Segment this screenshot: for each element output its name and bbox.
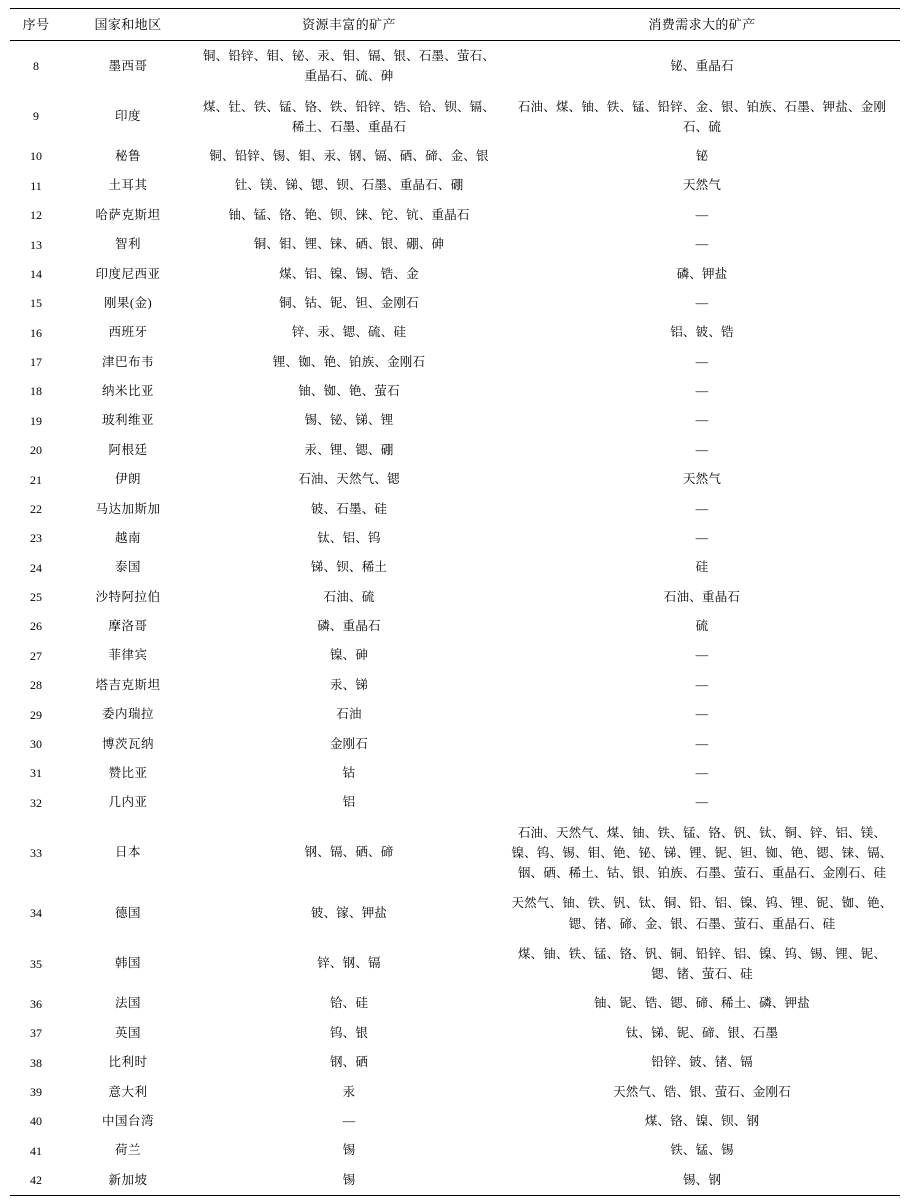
cell-index: 35	[30, 956, 42, 971]
column-header-country: 国家和地区	[62, 9, 194, 41]
cell-demanded-minerals: 天然气、锆、银、萤石、金刚石	[613, 1084, 791, 1099]
cell-country: 津巴布韦	[101, 354, 154, 369]
table-row	[10, 142, 900, 171]
cell-index: 28	[30, 678, 42, 693]
cell-demanded-minerals: —	[695, 795, 709, 810]
cell-demanded-minerals: 煤、铬、镍、钡、钢	[644, 1113, 760, 1128]
cell-index: 20	[30, 443, 42, 458]
cell-demanded-minerals: —	[695, 442, 709, 457]
cell-demanded-minerals: 天然气、铀、铁、钒、钛、铜、铅、铝、镍、钨、锂、铌、铷、铯、锶、锗、碲、金、银、石墨、萤石、重晶石、硅	[511, 896, 893, 931]
cell-country: 中国台湾	[101, 1113, 154, 1128]
cell-demanded-minerals: 铀、铌、锆、锶、碲、稀土、磷、钾盐	[594, 996, 810, 1011]
cell-rich-minerals: 铜、钼、锂、铼、硒、银、硼、砷	[253, 237, 445, 252]
table-row	[10, 818, 900, 889]
cell-index: 11	[30, 178, 42, 193]
cell-rich-minerals: 石油	[336, 707, 362, 722]
cell-rich-minerals: 钢、镉、硒、碲	[304, 845, 394, 860]
cell-rich-minerals: 钍、镁、锑、锶、钡、石墨、重晶石、硼	[234, 178, 464, 193]
cell-rich-minerals: 石油、天然气、锶	[298, 472, 400, 487]
cell-country: 马达加斯加	[95, 501, 161, 516]
cell-index: 38	[30, 1055, 42, 1070]
table-row	[10, 465, 900, 494]
cell-demanded-minerals: —	[695, 207, 709, 222]
column-header-index: 序号	[10, 9, 62, 41]
cell-rich-minerals: 锌、钢、镉	[317, 956, 381, 971]
table-row	[10, 553, 900, 582]
cell-index: 31	[30, 766, 42, 781]
cell-rich-minerals: 铜、铅锌、钼、铋、汞、钼、镉、银、石墨、萤石、重晶石、硫、砷	[202, 49, 496, 84]
cell-index: 25	[30, 590, 42, 605]
cell-index: 37	[30, 1026, 42, 1041]
cell-demanded-minerals: —	[695, 413, 709, 428]
table-row	[10, 1048, 900, 1077]
cell-index: 34	[30, 906, 42, 921]
cell-rich-minerals: 锂、铷、铯、铂族、金刚石	[272, 354, 426, 369]
cell-country: 英国	[114, 1025, 141, 1040]
cell-demanded-minerals: —	[695, 677, 709, 692]
cell-rich-minerals: 镍、砷	[329, 648, 369, 663]
cell-country: 法国	[114, 996, 141, 1011]
cell-index: 17	[30, 355, 42, 370]
cell-country: 菲律宾	[108, 648, 148, 663]
cell-country: 印度尼西亚	[95, 266, 161, 281]
cell-country: 新加坡	[62, 1166, 194, 1196]
cell-rich-minerals: 铜、钴、铌、钽、金刚石	[279, 295, 419, 310]
table-row	[10, 348, 900, 377]
cell-index: 15	[30, 296, 42, 311]
column-header-rich-minerals: 资源丰富的矿产	[194, 9, 504, 41]
cell-country: 几内亚	[108, 795, 148, 810]
cell-country: 意大利	[108, 1084, 148, 1099]
cell-rich-minerals: 汞	[342, 1084, 356, 1099]
cell-index: 16	[30, 325, 42, 340]
cell-country: 刚果(金)	[103, 295, 153, 310]
cell-rich-minerals: 锡	[342, 1143, 356, 1158]
cell-country: 日本	[114, 845, 141, 860]
cell-demanded-minerals: —	[695, 648, 709, 663]
cell-rich-minerals: 铀、铷、铯、萤石	[298, 384, 400, 398]
cell-index: 30	[30, 736, 42, 751]
table-row	[10, 436, 900, 465]
cell-demanded-minerals: —	[695, 501, 709, 516]
cell-country: 西班牙	[108, 325, 148, 340]
cell-country: 印度	[114, 109, 141, 124]
cell-demanded-minerals: —	[695, 736, 709, 751]
cell-index: 32	[30, 795, 42, 810]
cell-demanded-minerals: 铋	[695, 149, 709, 163]
cell-index: 29	[30, 707, 42, 722]
cell-rich-minerals: 锡	[194, 1166, 504, 1196]
cell-demanded-minerals: 石油、煤、铀、铁、锰、铅锌、金、银、铂族、石墨、钾盐、金刚石、硫	[517, 99, 887, 134]
cell-country: 哈萨克斯坦	[95, 207, 161, 222]
cell-country: 韩国	[114, 956, 141, 971]
cell-demanded-minerals: 锡、钢	[504, 1166, 900, 1196]
table-row	[10, 888, 900, 939]
cell-rich-minerals: 铍、石墨、硅	[310, 501, 388, 516]
cell-demanded-minerals: 石油、天然气、煤、铀、铁、锰、铬、钒、钛、铜、锌、铝、镁、镍、钨、锡、钼、铯、铋、锑、锂、铌、钽、铷、铯、锶、铼、镉、铟、硒、稀土、钴、银、铂族、石墨、萤石、重晶石、金刚石、硅	[511, 825, 893, 881]
cell-country: 沙特阿拉伯	[95, 589, 161, 604]
cell-index: 12	[30, 208, 42, 223]
cell-rich-minerals: 铀、锰、铬、铯、钡、铼、铊、钪、重晶石	[228, 207, 470, 222]
cell-country: 玻利维亚	[101, 413, 154, 428]
cell-index: 40	[30, 1114, 42, 1129]
table-body	[10, 41, 900, 1196]
table-row	[10, 230, 900, 259]
table-row	[10, 41, 900, 92]
cell-index: 39	[30, 1084, 42, 1099]
cell-index: 21	[30, 472, 42, 487]
table-row	[10, 612, 900, 641]
cell-country: 荷兰	[114, 1143, 141, 1158]
cell-rich-minerals: 金刚石	[329, 736, 369, 751]
cell-country: 摩洛哥	[108, 619, 148, 633]
cell-rich-minerals: 铝	[342, 795, 356, 810]
cell-index: 14	[30, 266, 42, 281]
cell-index: 19	[30, 413, 42, 428]
cell-country: 比利时	[108, 1055, 148, 1070]
cell-country: 德国	[114, 905, 141, 920]
cell-rich-minerals: 钨、银	[329, 1025, 369, 1040]
cell-rich-minerals: 铜、铅锌、锡、钼、汞、钢、镉、硒、碲、金、银	[209, 149, 489, 163]
cell-country: 伊朗	[114, 472, 141, 487]
table-row	[10, 495, 900, 524]
cell-demanded-minerals: 硫	[695, 619, 709, 633]
table-row	[10, 171, 900, 200]
table-row	[10, 939, 900, 990]
cell-index: 9	[33, 109, 39, 124]
cell-demanded-minerals: 铋、重晶石	[670, 58, 734, 73]
cell-rich-minerals: 铪、硅	[329, 996, 369, 1011]
cell-demanded-minerals: —	[695, 354, 709, 369]
cell-country: 赞比亚	[108, 765, 148, 780]
cell-rich-minerals: 汞、锑	[329, 677, 369, 692]
table-row	[10, 1136, 900, 1165]
table-header-row	[10, 9, 900, 41]
table-row	[10, 260, 900, 289]
table-row	[10, 318, 900, 347]
cell-country: 塔吉克斯坦	[95, 677, 161, 692]
table-row	[10, 671, 900, 700]
cell-country: 墨西哥	[108, 58, 148, 73]
cell-index: 8	[33, 58, 39, 73]
cell-index: 24	[30, 560, 42, 575]
cell-rich-minerals: 磷、重晶石	[317, 619, 381, 633]
mineral-resources-table	[10, 8, 900, 1196]
table-row	[10, 524, 900, 553]
cell-country: 博茨瓦纳	[101, 736, 154, 751]
cell-demanded-minerals: —	[695, 707, 709, 722]
cell-index: 26	[30, 619, 42, 634]
table-row	[10, 759, 900, 788]
cell-demanded-minerals: 天然气	[682, 472, 722, 487]
cell-rich-minerals: 锌、汞、锶、硫、硅	[291, 325, 407, 340]
cell-rich-minerals: 钛、铝、钨	[317, 530, 381, 545]
table-row	[10, 92, 900, 143]
cell-demanded-minerals: —	[695, 530, 709, 545]
cell-rich-minerals: 锑、钡、稀土	[310, 560, 388, 575]
cell-index: 22	[30, 501, 42, 516]
table-row	[10, 289, 900, 318]
table-header	[10, 9, 900, 41]
cell-demanded-minerals: 铅锌、铍、锗、镉	[651, 1055, 753, 1070]
table-row	[10, 788, 900, 817]
cell-demanded-minerals: —	[695, 384, 709, 398]
cell-demanded-minerals: 煤、铀、铁、锰、铬、钒、铜、铅锌、铝、镍、钨、锡、锂、铌、锶、锗、萤石、硅	[517, 946, 887, 982]
cell-rich-minerals: 铍、镓、钾盐	[310, 905, 388, 920]
table-row	[10, 730, 900, 759]
table-row	[10, 406, 900, 435]
cell-index: 10	[30, 149, 42, 164]
table-row	[10, 583, 900, 612]
cell-rich-minerals: 钴	[342, 765, 356, 780]
cell-index: 23	[30, 531, 42, 546]
cell-country: 秘鲁	[114, 149, 141, 163]
cell-demanded-minerals: 硅	[695, 560, 709, 575]
table-row	[10, 1166, 900, 1196]
table-row	[10, 1078, 900, 1107]
cell-rich-minerals: —	[342, 1113, 356, 1128]
table-row	[10, 201, 900, 230]
table-row	[10, 989, 900, 1018]
cell-country: 智利	[114, 237, 141, 252]
cell-demanded-minerals: 天然气	[682, 178, 722, 193]
table-row	[10, 377, 900, 406]
cell-rich-minerals: 锡、铋、锑、锂	[304, 413, 394, 428]
cell-demanded-minerals: —	[695, 765, 709, 780]
cell-index: 36	[30, 996, 42, 1011]
cell-country: 越南	[114, 530, 141, 545]
cell-demanded-minerals: 铁、锰、锡	[670, 1143, 734, 1158]
table-row	[10, 641, 900, 670]
cell-index: 33	[30, 845, 42, 860]
cell-country: 阿根廷	[108, 442, 148, 457]
cell-country: 土耳其	[108, 178, 148, 193]
cell-country: 泰国	[114, 560, 141, 575]
cell-index: 13	[30, 237, 42, 252]
column-header-demanded-minerals: 消费需求大的矿产	[504, 9, 900, 41]
cell-rich-minerals: 汞、锂、锶、硼	[304, 442, 394, 457]
cell-index: 18	[30, 384, 42, 399]
cell-rich-minerals: 煤、钍、铁、锰、铬、铁、铅锌、锆、铪、钡、镉、稀土、石墨、重晶石	[202, 99, 496, 134]
cell-country: 委内瑞拉	[101, 707, 154, 722]
cell-index: 27	[30, 648, 42, 663]
cell-demanded-minerals: —	[695, 295, 709, 310]
table-row	[10, 1107, 900, 1136]
cell-country: 纳米比亚	[101, 384, 154, 398]
cell-index: 42	[10, 1166, 62, 1196]
table-row	[10, 1019, 900, 1048]
cell-demanded-minerals: —	[695, 237, 709, 252]
cell-rich-minerals: 石油、硫	[323, 589, 375, 604]
cell-rich-minerals: 煤、铝、镍、锡、锆、金	[279, 266, 419, 281]
cell-demanded-minerals: 铝、铍、锆	[670, 325, 734, 340]
cell-rich-minerals: 钢、硒	[329, 1055, 369, 1070]
cell-demanded-minerals: 磷、钾盐	[676, 266, 728, 281]
cell-demanded-minerals: 石油、重晶石	[663, 589, 741, 604]
cell-index: 41	[30, 1143, 42, 1158]
table-row	[10, 700, 900, 729]
cell-demanded-minerals: 钛、锑、铌、碲、银、石墨	[625, 1025, 779, 1040]
